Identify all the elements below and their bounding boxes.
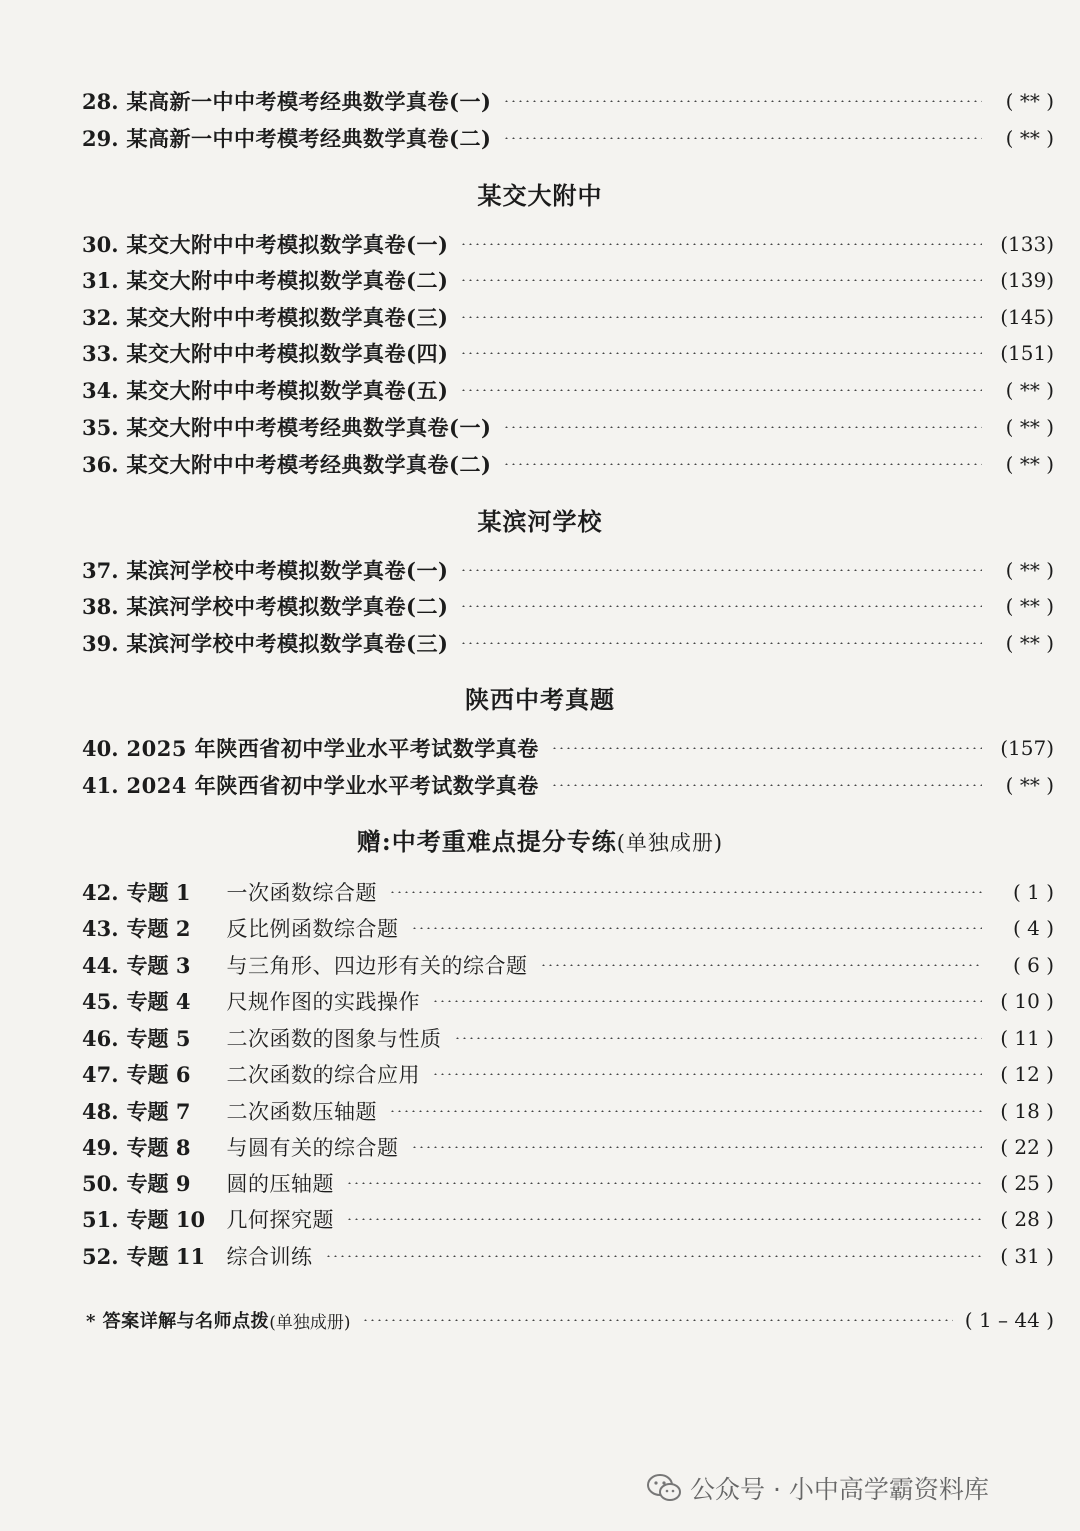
entry-page: ( 10 ) [1000, 989, 1054, 1013]
entry-page: ( ** ) [1005, 773, 1054, 797]
entry-page: ( ** ) [1005, 558, 1054, 582]
entry-page: ( ** ) [1005, 452, 1054, 476]
entry-page: ( 1 ) [1012, 880, 1054, 904]
topic-label: 专题 10 [126, 1207, 206, 1232]
toc-entry[interactable] [82, 84, 1054, 118]
entry-number: 31. [82, 267, 119, 293]
leader-dots [503, 426, 982, 428]
toc-entry[interactable] [82, 447, 1054, 481]
gift-heading-main: 赠:中考重难点提分专练 [356, 827, 617, 856]
entry-title: 一次函数综合题 [226, 881, 378, 905]
leader-dots [503, 100, 982, 102]
entry-title: 二次函数压轴题 [226, 1100, 378, 1124]
topic-label: 专题 6 [126, 1062, 191, 1087]
toc-entry[interactable] [82, 626, 1054, 660]
topic-label: 专题 7 [126, 1099, 191, 1124]
entry-page: ( ** ) [1005, 89, 1054, 113]
toc-entry[interactable] [82, 300, 1054, 334]
leader-dots [346, 1218, 982, 1220]
entry-title: 某交大附中中考模拟数学真卷(三) [126, 305, 449, 330]
leader-dots [551, 784, 982, 786]
section-heading: 某交大附中 [477, 181, 603, 210]
entry-number: 51. [82, 1206, 119, 1232]
entry-title: 2024 年陕西省初中学业水平考试数学真卷 [126, 773, 539, 798]
entry-page: ( 25 ) [1000, 1171, 1054, 1195]
entry-number: 44. [82, 952, 119, 978]
leader-dots [460, 605, 982, 607]
leader-dots [325, 1255, 982, 1257]
entry-title: 与三角形、四边形有关的综合题 [226, 954, 528, 978]
entry-title: 综合训练 [226, 1245, 313, 1269]
wechat-icon [646, 1472, 682, 1504]
topic-label: 专题 9 [126, 1171, 191, 1196]
entry-page: ( 18 ) [1000, 1099, 1054, 1123]
gift-heading [0, 822, 1080, 857]
leader-dots [460, 642, 982, 644]
entry-page: ( ** ) [1005, 378, 1054, 402]
entry-number: 32. [82, 304, 119, 330]
entry-page: ( 22 ) [1000, 1135, 1054, 1159]
toc-entry[interactable] [82, 1239, 1054, 1273]
entry-title: 与圆有关的综合题 [226, 1136, 399, 1160]
entry-number: 37. [82, 557, 119, 583]
leader-dots [362, 1319, 952, 1321]
section-heading: 陕西中考真题 [465, 685, 615, 714]
topic-label: 专题 8 [126, 1135, 191, 1160]
topic-label: 专题 5 [126, 1026, 191, 1051]
entry-number: 35. [82, 414, 119, 440]
answers-entry[interactable] [86, 1303, 1054, 1337]
toc-entry[interactable] [82, 1202, 1054, 1236]
entry-number: 28. [82, 88, 119, 114]
entry-title: 某滨河学校中考模拟数学真卷(一) [126, 558, 449, 583]
toc-entry[interactable] [82, 984, 1054, 1018]
entry-title: 某滨河学校中考模拟数学真卷(三) [126, 631, 449, 656]
entry-number: 45. [82, 988, 119, 1014]
entry-number: 33. [82, 340, 119, 366]
leader-dots [432, 1073, 982, 1075]
entry-number: 38. [82, 593, 119, 619]
toc-entry[interactable] [82, 553, 1054, 587]
leader-dots [432, 1000, 982, 1002]
entry-page: ( ** ) [1005, 631, 1054, 655]
toc-entry[interactable] [82, 911, 1054, 945]
toc-entry[interactable] [82, 373, 1054, 407]
entry-number: 50. [82, 1170, 119, 1196]
entry-title: 某高新一中中考模考经典数学真卷(一) [126, 89, 492, 114]
leader-dots [460, 316, 982, 318]
entry-number: 39. [82, 630, 119, 656]
topic-label: 专题 11 [126, 1244, 206, 1269]
topic-label: 专题 2 [126, 916, 191, 941]
toc-entry[interactable] [82, 731, 1054, 765]
leader-dots [389, 1110, 982, 1112]
entry-page: ( 28 ) [1000, 1207, 1054, 1231]
entry-title: 某交大附中中考模拟数学真卷(四) [126, 341, 449, 366]
entry-page: ( 11 ) [1000, 1026, 1054, 1050]
leader-dots [460, 279, 982, 281]
toc-entry[interactable] [82, 875, 1054, 909]
toc-entry[interactable] [82, 121, 1054, 155]
entry-title: 反比例函数综合题 [226, 917, 399, 941]
answers-page: ( 1 – 44 ) [964, 1308, 1054, 1332]
entry-page: ( ** ) [1005, 126, 1054, 150]
entry-number: 42. [82, 879, 119, 905]
gift-heading-sub: (单独成册) [616, 831, 724, 855]
entry-page: ( ** ) [1005, 415, 1054, 439]
leader-dots [460, 243, 982, 245]
entry-title: 某高新一中中考模考经典数学真卷(二) [126, 126, 492, 151]
entry-page: ( ** ) [1005, 594, 1054, 618]
leader-dots [389, 891, 982, 893]
toc-entry[interactable] [82, 1094, 1054, 1128]
answers-sub: (单独成册) [269, 1312, 351, 1333]
entry-number: 34. [82, 377, 119, 403]
entry-number: 36. [82, 451, 119, 477]
entry-title: 某交大附中中考模考经典数学真卷(二) [126, 452, 492, 477]
leader-dots [411, 927, 982, 929]
entry-page: (145) [1000, 305, 1054, 329]
toc-entry[interactable] [82, 263, 1054, 297]
leader-dots [460, 352, 982, 354]
entry-page: ( 6 ) [1012, 953, 1054, 977]
toc-entry[interactable] [82, 1166, 1054, 1200]
topic-label: 专题 3 [126, 953, 191, 978]
toc-entry[interactable] [82, 768, 1054, 802]
toc-entry[interactable] [82, 336, 1054, 370]
toc-entry[interactable] [82, 948, 1054, 982]
toc-entry[interactable] [82, 1057, 1054, 1091]
entry-number: 46. [82, 1025, 119, 1051]
entry-page: (139) [1000, 268, 1054, 292]
entry-number: 47. [82, 1061, 119, 1087]
footer-text: 公众号 · 小中高学霸资料库 [690, 1475, 989, 1504]
leader-dots [411, 1146, 982, 1148]
entry-title: 某交大附中中考模考经典数学真卷(一) [126, 415, 492, 440]
entry-title: 圆的压轴题 [226, 1172, 335, 1196]
leader-dots [454, 1037, 982, 1039]
answers-title: * 答案详解与名师点拨 [86, 1311, 270, 1332]
leader-dots [503, 463, 982, 465]
leader-dots [540, 964, 982, 966]
section-heading: 某滨河学校 [477, 507, 603, 536]
toc-entry[interactable] [82, 410, 1054, 444]
entry-title: 尺规作图的实践操作 [226, 990, 421, 1014]
topic-label: 专题 1 [126, 880, 191, 905]
leader-dots [551, 747, 982, 749]
entry-title: 几何探究题 [226, 1208, 335, 1232]
toc-entry[interactable] [82, 1021, 1054, 1055]
entry-title: 2025 年陕西省初中学业水平考试数学真卷 [126, 736, 539, 761]
entry-number: 30. [82, 231, 119, 257]
entry-number: 29. [82, 125, 119, 151]
entry-page: ( 31 ) [1000, 1244, 1054, 1268]
entry-page: (133) [1000, 232, 1054, 256]
topic-label: 专题 4 [126, 989, 191, 1014]
footer-watermark [646, 1468, 989, 1508]
entry-title: 某交大附中中考模拟数学真卷(一) [126, 232, 449, 257]
entry-title: 二次函数的图象与性质 [226, 1027, 442, 1051]
entry-number: 43. [82, 915, 119, 941]
toc-entry[interactable] [82, 227, 1054, 261]
entry-number: 48. [82, 1098, 119, 1124]
entry-title: 某交大附中中考模拟数学真卷(五) [126, 378, 449, 403]
entry-page: ( 12 ) [1000, 1062, 1054, 1086]
leader-dots [460, 569, 982, 571]
leader-dots [346, 1182, 982, 1184]
entry-title: 某滨河学校中考模拟数学真卷(二) [126, 594, 449, 619]
toc-entry[interactable] [82, 1130, 1054, 1164]
entry-number: 49. [82, 1134, 119, 1160]
entry-title: 某交大附中中考模拟数学真卷(二) [126, 268, 449, 293]
leader-dots [460, 389, 982, 391]
entry-title: 二次函数的综合应用 [226, 1063, 421, 1087]
leader-dots [503, 137, 982, 139]
entry-number: 52. [82, 1243, 119, 1269]
entry-page: (151) [1000, 341, 1054, 365]
entry-page: ( 4 ) [1012, 916, 1054, 940]
entry-number: 41. [82, 772, 119, 798]
entry-page: (157) [1000, 736, 1054, 760]
entry-number: 40. [82, 735, 119, 761]
toc-entry[interactable] [82, 589, 1054, 623]
